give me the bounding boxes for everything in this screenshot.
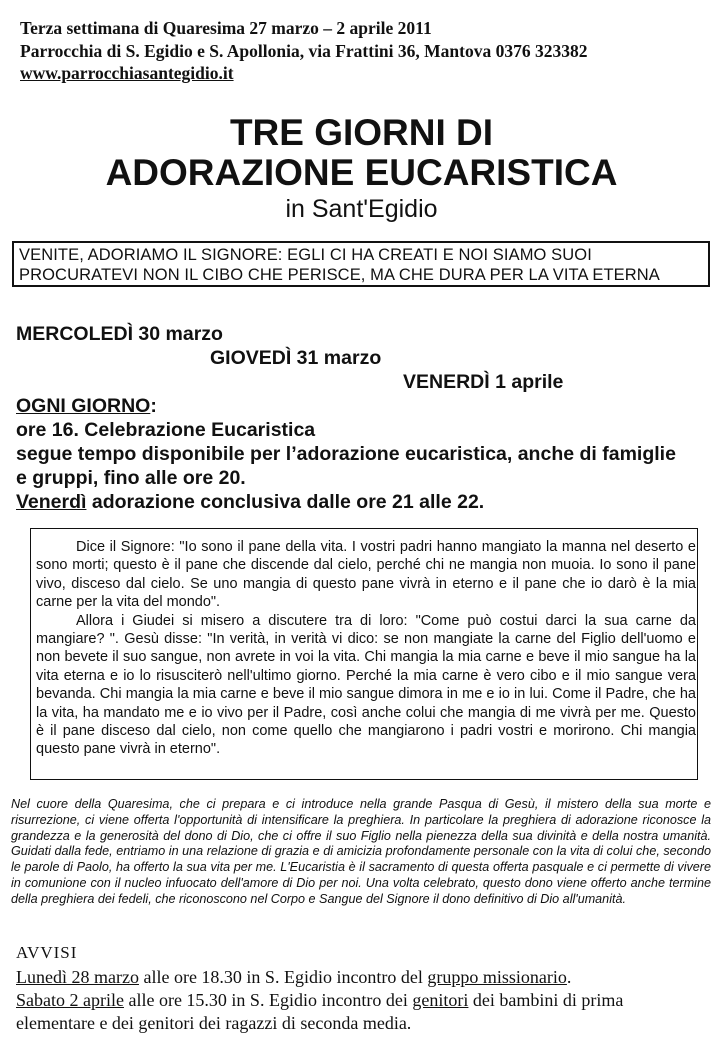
notice-2-end: dei bambini di prima bbox=[468, 990, 624, 1010]
day-wednesday: MERCOLEDÌ 30 marzo bbox=[16, 323, 223, 345]
notice-1-text: alle ore 18.30 in S. Egidio incontro del bbox=[138, 967, 428, 987]
notice-2-text: alle ore 15.30 in S. Egidio incontro dei bbox=[123, 990, 413, 1010]
gospel-quote-text bbox=[36, 538, 696, 759]
notice-1-date: Lunedì 28 marzo bbox=[16, 967, 139, 987]
notice-1-end: . bbox=[566, 967, 572, 987]
schedule-adoration-line-2: e gruppi, fino alle ore 20. bbox=[16, 467, 246, 489]
notice-2-date: Sabato 2 aprile bbox=[16, 990, 124, 1010]
lent-reflection-paragraph: Nel cuore della Quaresima, che ci prepara e ci introduce nella grande Pasqua di Gesù, il mistero della sua morte e risurrezione, ci viene offerta l'opportunità di intensificare la preghiera. In particolare la preghiera di adorazione riconosce la grandezza e la generosità del dono di Dio, che ci offre il suo Figlio nella pienezza della sua divinità e della nostra umanità. Guidati dalla fede, entriamo in una relazione di grazia e di amicizia profondamente personale con la vita di colui che, secondo le parole di Paolo, ha offerto la sua vita per me. L'Eucaristia è il sacramento di questa offerta pasquale e ci permette di vivere in comunione con il nucleo infuocato dell'amore di Dio per noi. Una volta celebrato, questo dono viene offerto anche termine della preghiera dei fedeli, che riconoscono nel Corpo e Sangue del Signore il dono definitivo di Dio all'umanità. bbox=[11, 797, 711, 906]
schedule-adoration-line-1: segue tempo disponibile per l’adorazione eucaristica, anche di famiglie bbox=[16, 443, 676, 465]
every-day-label: OGNI GIORNO bbox=[16, 395, 151, 417]
day-thursday: GIOVEDÌ 31 marzo bbox=[210, 347, 382, 369]
slogan-line-1: VENITE, ADORIAMO IL SIGNORE: EGLI CI HA CREATI E NOI SIAMO SUOI bbox=[19, 246, 592, 264]
notice-2-group: genitori bbox=[412, 990, 469, 1010]
friday-rest: adorazione conclusiva dalle ore 21 alle 22. bbox=[86, 491, 485, 513]
header-dates: Terza settimana di Quaresima 27 marzo – 2 aprile 2011 bbox=[20, 18, 432, 38]
friday-word: Venerdì bbox=[16, 491, 87, 513]
notice-1 bbox=[16, 966, 571, 988]
header-parish-address: Parrocchia di S. Egidio e S. Apollonia, via Frattini 36, Mantova 0376 323382 bbox=[20, 41, 588, 61]
title-subtitle: in Sant'Egidio bbox=[285, 195, 438, 223]
notices-heading: AVVISI bbox=[16, 943, 78, 962]
notice-2-continued: elementare e dei genitori dei ragazzi di seconda media. bbox=[16, 1013, 412, 1033]
gospel-quote-paragraph-1: Dice il Signore: "Io sono il pane della vita. I vostri padri hanno mangiato la manna nel deserto e sono morti; questo è il pane che discende dal cielo, perché chi ne mangia non muoia. Io sono il pane vivo, disceso dal cielo. Se uno mangia di questo pane vivrà in eterno e il pane che io darò è la mia carne per la vita del mondo". bbox=[36, 539, 696, 611]
schedule-mass-time: ore 16. Celebrazione Eucaristica bbox=[16, 419, 316, 441]
schedule-friday-line bbox=[16, 490, 484, 514]
day-friday: VENERDÌ 1 aprile bbox=[403, 371, 564, 393]
title-line-1: TRE GIORNI DI bbox=[229, 112, 494, 153]
header-website-link[interactable]: www.parrocchiasantegidio.it bbox=[20, 63, 234, 83]
notice-2 bbox=[16, 989, 623, 1011]
every-day-colon: : bbox=[150, 395, 157, 417]
slogan-line-2: PROCURATEVI NON IL CIBO CHE PERISCE, MA CHE DURA PER LA VITA ETERNA bbox=[19, 266, 660, 284]
schedule-every-day-heading bbox=[16, 394, 157, 418]
title-line-2: ADORAZIONE EUCARISTICA bbox=[105, 152, 618, 193]
notice-1-group: gruppo missionario bbox=[427, 967, 567, 987]
gospel-quote-paragraph-2: Allora i Giudei si misero a discutere tra di loro: "Come può costui darci la sua carne da mangiare? ". Gesù disse: "In verità, in verità vi dico: se non mangiate la carne del Figlio dell'uomo e non bevete il suo sangue, non avrete in voi la vita. Chi mangia la mia carne e beve il mio sangue ha la vita eterna e io lo risusciterò nell'ultimo giorno. Perché la mia carne è vero cibo e il mio sangue vera bevanda. Chi mangia la mia carne e beve il mio sangue dimora in me e io in lui. Come il Padre, che ha la vita, ha mandato me e io vivo per il Padre, così anche colui che mangia di me vivrà per me. Questo è il pane disceso dal cielo, non come quello che mangiarono i padri vostri e morirono. Chi mangia questo pane vivrà in eterno". bbox=[36, 612, 696, 758]
